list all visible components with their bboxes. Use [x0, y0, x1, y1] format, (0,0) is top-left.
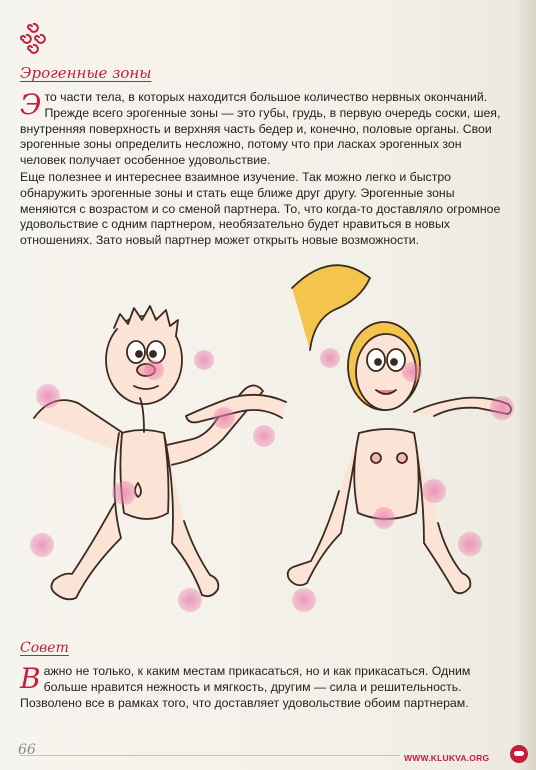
- paragraph-intro-text: то части тела, в которых находится большое количество нервных окончаний. Прежде всего эрогенные зоны — это губы, грудь, в первую очередь соски, шея, внутренняя поверхность и верхняя часть бедер и, конечно, половые органы. Свои эрогенные зоны определить несложно, потому что при ласках эрогенных зон человек получает особенное удовольствие.: [20, 90, 501, 168]
- page-number: 66: [18, 742, 36, 758]
- tip-text: ажно не только, к каким местам прикасаться, но и как прикасаться. Одним больше нравится нежность и мягкость, другим — сила и решительность. Позволено все в рамках того, что доставляет удовольствие обоим партнерам.: [20, 664, 471, 710]
- cartoon-illustration: [14, 248, 524, 628]
- tip-drop-cap: В: [20, 662, 41, 695]
- drop-cap: Э: [20, 88, 42, 121]
- section-title: Эрогенные зоны: [20, 64, 152, 82]
- spiral-logo-icon: [18, 20, 48, 54]
- lips-logo-icon: [510, 745, 528, 763]
- site-url[interactable]: WWW.KLUKVA.ORG: [404, 753, 490, 763]
- paragraph-mutual-exploration: Еще полезнее и интереснее взаимное изучение. Так можно легко и быстро обнаружить эрогенные зоны и стать еще ближе друг другу. Эрогенные зоны меняются с возрастом и со сменой партнера. То, что когда-то доставляло огромное удовольствие с одним партнером, необязательно будет нравиться в новых отношениях. Зато новый партнер может открыть новые возможности.: [20, 170, 501, 248]
- tip-title: Совет: [20, 640, 69, 656]
- tip-paragraph: [20, 664, 508, 711]
- male-figure: [34, 306, 263, 599]
- footer-divider: [20, 755, 400, 756]
- paragraph-intro: [20, 90, 508, 169]
- erogenous-zone-markers: [30, 348, 514, 612]
